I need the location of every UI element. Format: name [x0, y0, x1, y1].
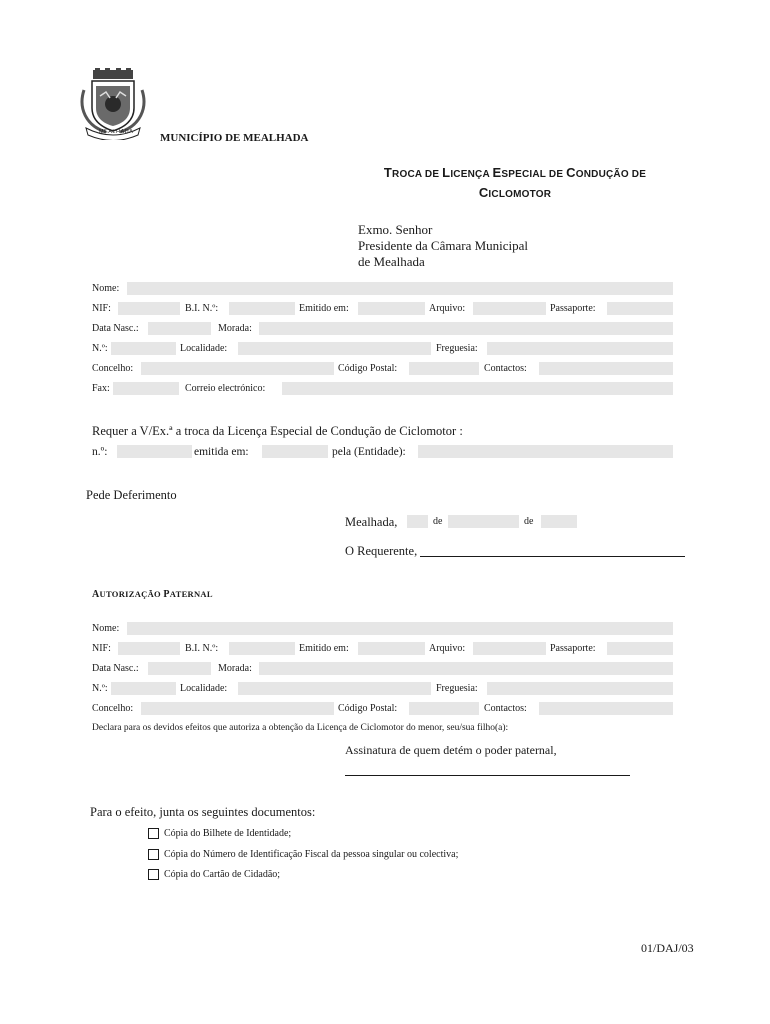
field-request-entidade[interactable]: [418, 445, 673, 458]
parental-field-localidade[interactable]: [238, 682, 431, 695]
parental-label-bi: B.I. N.º:: [185, 643, 219, 654]
field-freguesia[interactable]: [487, 342, 673, 355]
checkbox-nif[interactable]: [148, 849, 159, 860]
footer-code: 01/DAJ/03: [641, 941, 694, 955]
parental-field-data-nasc[interactable]: [148, 662, 211, 675]
label-numero: N.º:: [92, 343, 108, 354]
label-passaporte: Passaporte:: [550, 303, 596, 314]
field-mes[interactable]: [448, 515, 519, 528]
request-text: Requer a V/Ex.ª a troca da Licença Especial de Condução de Ciclomotor :: [92, 424, 463, 438]
checkbox-bilhete-identidade[interactable]: [148, 828, 159, 839]
field-numero[interactable]: [111, 342, 176, 355]
label-localidade: Localidade:: [180, 343, 228, 354]
parental-label-data-nasc: Data Nasc.:: [92, 663, 139, 674]
parental-label-arquivo: Arquivo:: [429, 643, 466, 654]
label-arquivo: Arquivo:: [429, 303, 466, 314]
parental-field-nif[interactable]: [118, 642, 180, 655]
requerente-signature-line[interactable]: [420, 556, 685, 557]
document-item-2: Cópia do Número de Identificação Fiscal da pessoa singular ou colectiva;: [164, 849, 459, 860]
parental-label-nome: Nome:: [92, 623, 120, 634]
label-nif: NIF:: [92, 303, 111, 314]
parental-field-morada[interactable]: [259, 662, 673, 675]
label-data-nasc: Data Nasc.:: [92, 323, 139, 334]
field-concelho[interactable]: [141, 362, 334, 375]
field-nome[interactable]: [127, 282, 673, 295]
form-title-line2: CICLOMOTOR: [478, 185, 552, 200]
field-request-numero[interactable]: [117, 445, 192, 458]
parental-field-nome[interactable]: [127, 622, 673, 635]
label-codigo-postal: Código Postal:: [338, 363, 398, 374]
parental-label-numero: N.º:: [92, 683, 108, 694]
parental-label-contactos: Contactos:: [484, 703, 527, 714]
parental-label-freguesia: Freguesia:: [436, 683, 478, 694]
parental-label-emitido: Emitido em:: [299, 643, 349, 654]
parental-field-contactos[interactable]: [539, 702, 673, 715]
pede-deferimento: Pede Deferimento: [86, 488, 177, 502]
parental-label-codigo-postal: Código Postal:: [338, 703, 398, 714]
field-dia[interactable]: [407, 515, 428, 528]
label-request-entidade: pela (Entidade):: [332, 446, 406, 458]
label-request-emitida: emitida em:: [194, 446, 249, 458]
label-concelho: Concelho:: [92, 363, 134, 374]
label-de-1: de: [433, 516, 443, 527]
field-data-nasc[interactable]: [148, 322, 211, 335]
parental-field-freguesia[interactable]: [487, 682, 673, 695]
parental-label-nif: NIF:: [92, 643, 111, 654]
parental-field-emitido[interactable]: [358, 642, 425, 655]
addressee-line1: Exmo. Senhor: [358, 222, 433, 237]
parental-field-concelho[interactable]: [141, 702, 334, 715]
parental-field-arquivo[interactable]: [473, 642, 546, 655]
addressee-line2: Presidente da Câmara Municipal: [358, 238, 529, 253]
parental-signature-label: Assinatura de quem detém o poder paternal,: [345, 743, 557, 757]
label-requerente: O Requerente,: [345, 544, 418, 558]
label-morada: Morada:: [218, 323, 252, 334]
label-bi: B.I. N.º:: [185, 303, 219, 314]
label-fax: Fax:: [92, 383, 110, 394]
label-request-numero: n.º:: [92, 446, 108, 458]
field-passaporte[interactable]: [607, 302, 673, 315]
field-emitido[interactable]: [358, 302, 425, 315]
field-fax[interactable]: [113, 382, 179, 395]
parental-field-passaporte[interactable]: [607, 642, 673, 655]
field-localidade[interactable]: [238, 342, 431, 355]
parental-field-codigo-postal[interactable]: [409, 702, 479, 715]
document-item-3: Cópia do Cartão de Cidadão;: [164, 869, 281, 880]
municipality-name: MUNICÍPIO DE MEALHADA: [160, 132, 309, 144]
parental-field-numero[interactable]: [111, 682, 176, 695]
parental-label-passaporte: Passaporte:: [550, 643, 596, 654]
addressee-line3: de Mealhada: [358, 254, 425, 269]
field-contactos[interactable]: [539, 362, 673, 375]
label-freguesia: Freguesia:: [436, 343, 478, 354]
field-nif[interactable]: [118, 302, 180, 315]
field-codigo-postal[interactable]: [409, 362, 479, 375]
label-contactos: Contactos:: [484, 363, 527, 374]
field-morada[interactable]: [259, 322, 673, 335]
label-mealhada: Mealhada,: [345, 515, 398, 529]
parental-field-bi[interactable]: [229, 642, 295, 655]
parental-signature-line[interactable]: [345, 775, 630, 776]
parental-declaration: Declara para os devidos efeitos que autoriza a obtenção da Licença de Ciclomotor do menor, seu/sua filho(a):: [92, 723, 509, 733]
label-email: Correio electrónico:: [185, 383, 266, 394]
parental-label-concelho: Concelho:: [92, 703, 134, 714]
parental-label-morada: Morada:: [218, 663, 252, 674]
field-arquivo[interactable]: [473, 302, 546, 315]
field-request-emitida[interactable]: [262, 445, 328, 458]
label-nome: Nome:: [92, 283, 120, 294]
documents-intro: Para o efeito, junta os seguintes documentos:: [90, 805, 316, 819]
field-bi[interactable]: [229, 302, 295, 315]
checkbox-cartao-cidadao[interactable]: [148, 869, 159, 880]
parental-label-localidade: Localidade:: [180, 683, 228, 694]
crest-ribbon-text: MEALHADA: [99, 129, 134, 135]
form-title-line1: TROCA DE LICENÇA ESPECIAL DE CONDUÇÃO DE: [383, 165, 647, 180]
parental-section-title: AUTORIZAÇÃO PATERNAL: [92, 589, 213, 600]
document-item-1: Cópia do Bilhete de Identidade;: [164, 828, 292, 839]
field-ano[interactable]: [541, 515, 577, 528]
field-email[interactable]: [282, 382, 673, 395]
label-emitido: Emitido em:: [299, 303, 349, 314]
label-de-2: de: [524, 516, 534, 527]
